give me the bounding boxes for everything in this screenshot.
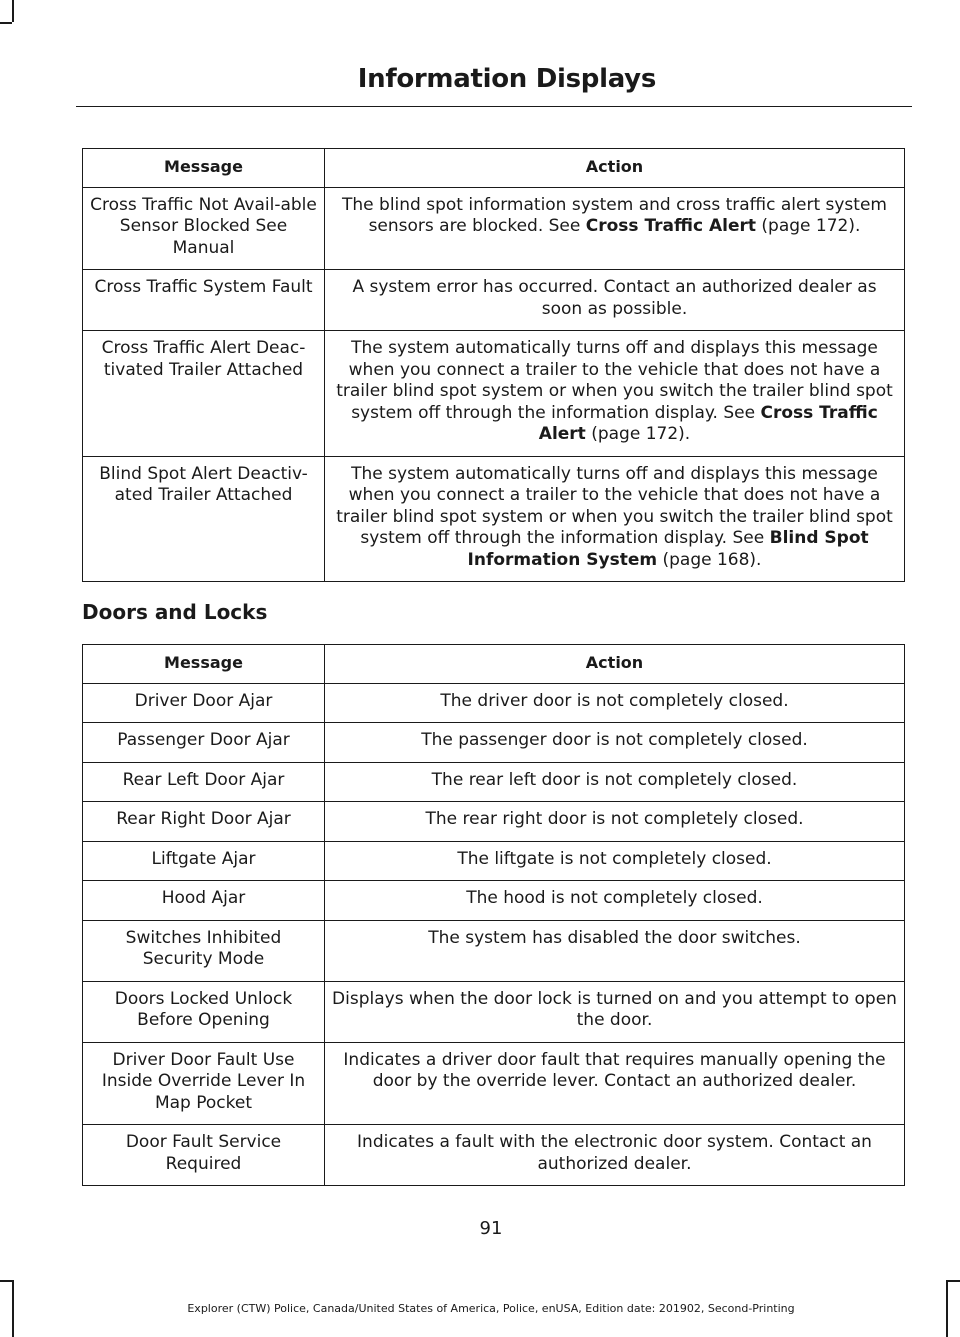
message-cell: Passenger Door Ajar <box>83 723 325 763</box>
page-reference: (page 168). <box>657 549 762 570</box>
table-row <box>83 802 905 842</box>
column-header-message: Message <box>83 645 325 684</box>
table-row <box>83 920 905 981</box>
table-header-row <box>83 149 905 188</box>
action-cell: The passenger door is not completely closed. <box>325 723 905 763</box>
footer-edition-text: Explorer (CTW) Police, Canada/United States of America, Police, enUSA, Edition date: 201902, Second-Printing <box>187 1302 795 1315</box>
table-row <box>83 331 905 457</box>
message-cell: Driver Door Ajar <box>83 683 325 723</box>
table-row <box>83 1125 905 1186</box>
message-cell: Switches Inhibited Security Mode <box>83 920 325 981</box>
message-cell: Liftgate Ajar <box>83 841 325 881</box>
action-text: The blind spot information system and cross traffic alert system sensors are blocked. See <box>342 194 887 236</box>
page-reference: (page 172). <box>585 424 691 444</box>
action-text: A system error has occurred. Contact an authorized dealer as soon as possible. <box>352 277 877 319</box>
table-header-row <box>83 645 905 684</box>
action-text: The system automatically turns off and displays this message when you connect a trailer to the vehicle that does not have a trailer blind spot system or when you switch the trailer blind spot system off through the information display. See <box>336 338 893 423</box>
action-cell: The hood is not completely closed. <box>325 881 905 921</box>
table-row <box>83 683 905 723</box>
action-cell <box>325 456 905 582</box>
action-cell: The liftgate is not completely closed. <box>325 841 905 881</box>
page-reference: (page 172). <box>756 216 861 236</box>
crop-mark <box>946 1280 960 1282</box>
message-cell: Door Fault Service Required <box>83 1125 325 1186</box>
table-row <box>83 841 905 881</box>
message-cell: Rear Left Door Ajar <box>83 762 325 802</box>
message-cell: Doors Locked Unlock Before Opening <box>83 981 325 1042</box>
table-row <box>83 881 905 921</box>
table-row <box>83 270 905 331</box>
page-title: Information Displays <box>357 64 656 94</box>
action-cell: Displays when the door lock is turned on and you attempt to open the door. <box>325 981 905 1042</box>
action-text: The system automatically turns off and displays this message when you connect a trailer to the vehicle that does not have a trailer blind spot system or when you switch the trailer blind spot system off through the information display. See <box>336 463 893 548</box>
crop-mark <box>0 22 12 24</box>
cross-reference-link[interactable]: Cross Traffic Alert <box>585 216 757 236</box>
table-row <box>83 723 905 763</box>
header-divider <box>76 106 912 107</box>
table-row <box>83 762 905 802</box>
cross-reference-link[interactable]: Cross Traffic Alert <box>538 402 878 444</box>
table-row <box>83 1042 905 1125</box>
table-row <box>83 187 905 270</box>
message-cell: Driver Door Fault Use Inside Override Lever In Map Pocket <box>83 1042 325 1125</box>
table-row <box>83 456 905 582</box>
doors-and-locks-table <box>82 644 905 1186</box>
message-cell: Rear Right Door Ajar <box>83 802 325 842</box>
page-number: 91 <box>479 1218 503 1239</box>
action-cell <box>325 331 905 457</box>
action-cell: The driver door is not completely closed. <box>325 683 905 723</box>
action-cell: Indicates a fault with the electronic door system. Contact an authorized dealer. <box>325 1125 905 1186</box>
section-heading: Doors and Locks <box>82 600 268 624</box>
message-cell: Cross Traffic System Fault <box>83 270 325 331</box>
column-header-action: Action <box>325 645 905 684</box>
message-cell: Blind Spot Alert Deactiv-ated Trailer Attached <box>83 456 325 582</box>
message-cell: Cross Traffic Not Avail-able Sensor Blocked See Manual <box>83 187 325 270</box>
cross-traffic-messages-table <box>82 148 905 582</box>
action-cell: The rear left door is not completely closed. <box>325 762 905 802</box>
crop-mark <box>0 1280 12 1282</box>
action-cell <box>325 270 905 331</box>
action-cell <box>325 187 905 270</box>
column-header-action: Action <box>325 149 905 188</box>
action-cell: The system has disabled the door switches. <box>325 920 905 981</box>
cross-reference-link[interactable]: Blind Spot Information System <box>467 528 869 570</box>
message-cell: Hood Ajar <box>83 881 325 921</box>
action-cell: Indicates a driver door fault that requires manually opening the door by the override lever. Contact an authorized dealer. <box>325 1042 905 1125</box>
crop-mark <box>12 0 14 22</box>
table-row <box>83 981 905 1042</box>
message-cell: Cross Traffic Alert Deac-tivated Trailer Attached <box>83 331 325 457</box>
action-cell: The rear right door is not completely closed. <box>325 802 905 842</box>
column-header-message: Message <box>83 149 325 188</box>
